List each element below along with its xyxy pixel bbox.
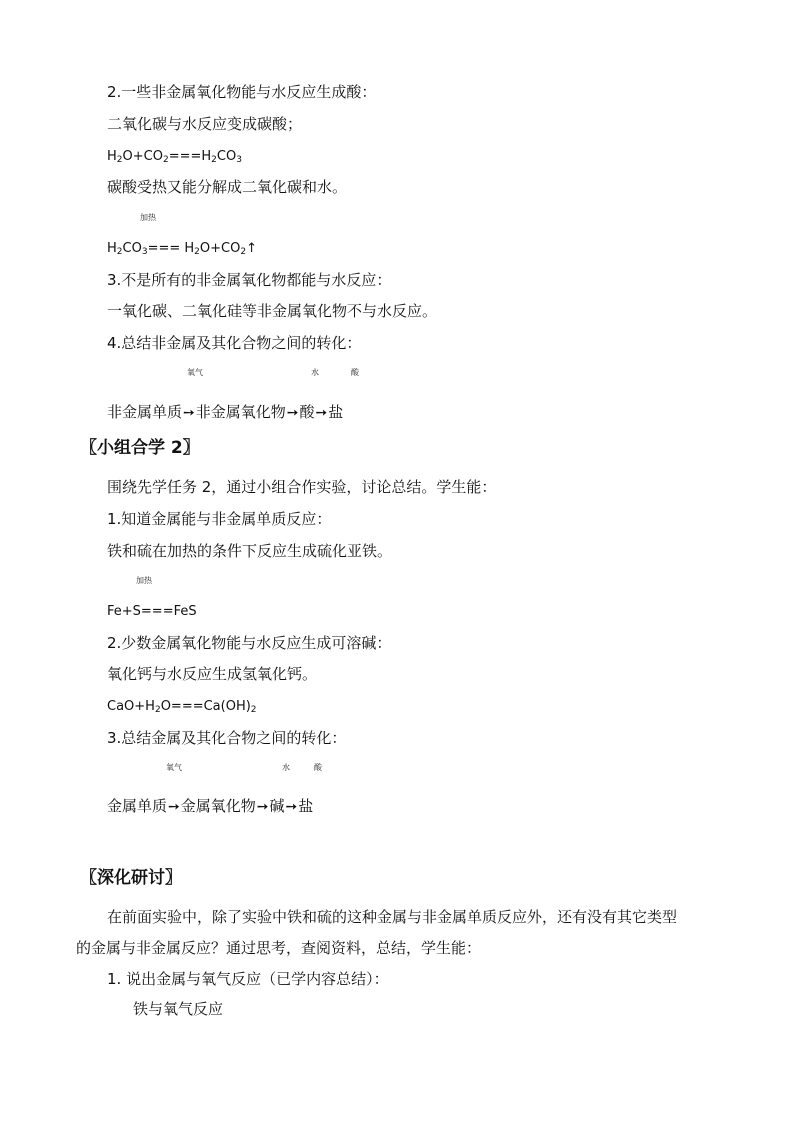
item-3-text: 3.不是所有的非金属氧化物都能与水反应： (107, 271, 392, 289)
heat-label: 加热 (140, 213, 156, 222)
paragraph-line-2: 的金属与非金属反应？通过思考，查阅资料，总结，学生能： (76, 939, 482, 957)
arrow-icon: ➙ (315, 405, 328, 421)
intro-text: 围绕先学任务 2，通过小组合作实验，讨论总结。学生能： (107, 478, 497, 496)
co2-water-text: 二氧化碳与水反应变成碳酸； (107, 115, 303, 133)
section-heading-deep-discussion: 〖深化研讨〗 (80, 868, 182, 888)
metal-conversion-chain: 金属单质➙金属氧化物➙碱➙盐 (107, 797, 314, 815)
item-4-text: 4.总结非金属及其化合物之间的转化： (107, 334, 362, 352)
fe-o2-text: 铁与氧气反应 (133, 1000, 224, 1018)
equation-h2o-co2: $H_2O+CO_2===H_2CO_3$ (107, 149, 242, 165)
arrow-icon: ➙ (256, 799, 269, 815)
item-1-text: 1. 说出金属与氧气反应（已学内容总结）： (107, 970, 389, 988)
chain-label-acid: 酸 (314, 763, 322, 772)
item-3-text: 3.总结金属及其化合物之间的转化： (107, 729, 347, 747)
section-heading-group-study: 〖小组合学 2〗 (80, 438, 200, 458)
chain-label-oxygen: 氧气 (187, 368, 203, 377)
cao-text: 氧化钙与水反应生成氢氧化钙。 (107, 665, 318, 683)
arrow-icon: ➙ (183, 405, 195, 421)
not-react-text: 一氧化碳、二氧化硅等非金属氧化物不与水反应。 (107, 302, 438, 320)
item-1-text: 1.知道金属能与非金属单质反应： (107, 510, 332, 528)
equation-fe-s: Fe+S===FeS (107, 604, 197, 619)
item-2-text: 2.一些非金属氧化物能与水反应生成酸： (107, 83, 377, 101)
nonmetal-conversion-chain: 非金属单质➙非金属氧化物➙酸➙盐 (107, 403, 344, 421)
chain-label-water: 水 (282, 763, 290, 772)
heat-label: 加热 (136, 576, 152, 585)
item-2-text: 2.少数金属氧化物能与水反应生成可溶碱： (107, 634, 392, 652)
equation-h2co3-decompose: $H_2CO_3===$ $H_2O+CO_2↑$ (107, 241, 257, 257)
chain-label-oxygen: 氧气 (166, 763, 182, 772)
arrow-icon: ➙ (286, 405, 299, 421)
chain-label-acid: 酸 (351, 368, 359, 377)
paragraph-line-1: 在前面实验中，除了实验中铁和硫的这种金属与非金属单质反应外，还有没有其它类型 (107, 908, 678, 926)
arrow-icon: ➙ (285, 799, 298, 815)
decompose-text: 碳酸受热又能分解成二氧化碳和水。 (107, 178, 348, 196)
equation-cao-h2o: $CaO+H_2O===Ca(OH)_2$ (107, 699, 257, 715)
chain-label-water: 水 (311, 368, 319, 377)
fe-s-text: 铁和硫在加热的条件下反应生成硫化亚铁。 (107, 542, 393, 560)
arrow-icon: ➙ (168, 799, 180, 815)
